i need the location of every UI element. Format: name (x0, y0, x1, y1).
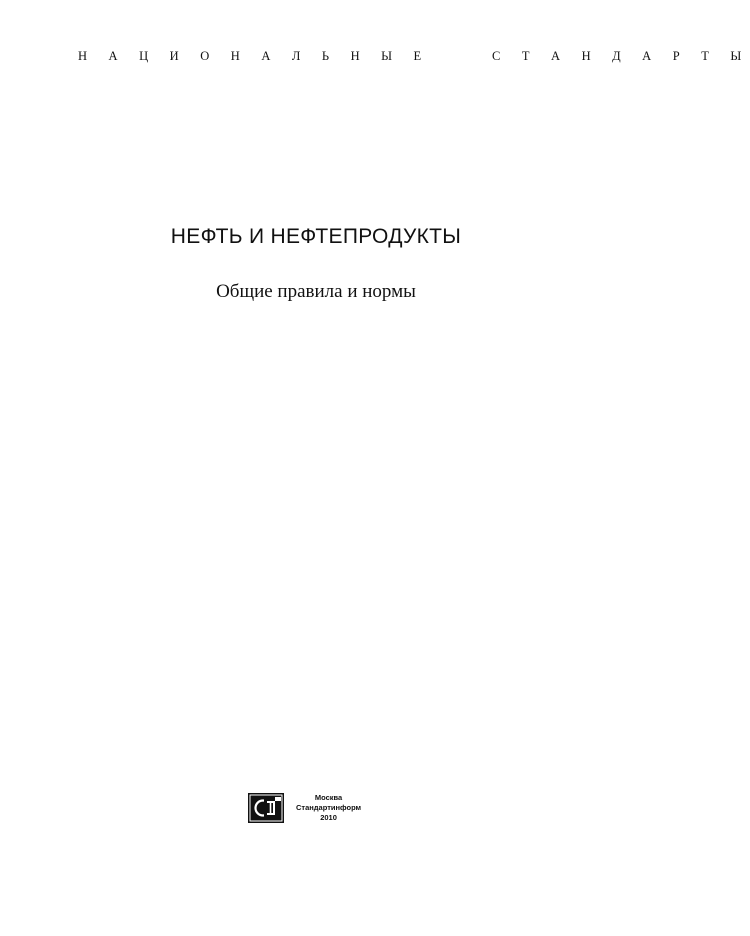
collection-subtitle: Общие правила и нормы (216, 281, 416, 302)
publication-year: 2010 (320, 813, 337, 822)
publisher-name: Стандартинформ (296, 803, 362, 812)
publisher-imprint (248, 790, 361, 826)
standartinform-logo-icon (248, 793, 284, 823)
imprint-text (296, 793, 361, 823)
series-heading: Н А Ц И О Н А Л Ь Н Ы Е С Т А Н Д А Р Т Ы (78, 49, 750, 63)
publisher-city: Москва (314, 793, 343, 802)
collection-title: НЕФТЬ И НЕФТЕПРОДУКТЫ (170, 225, 462, 248)
